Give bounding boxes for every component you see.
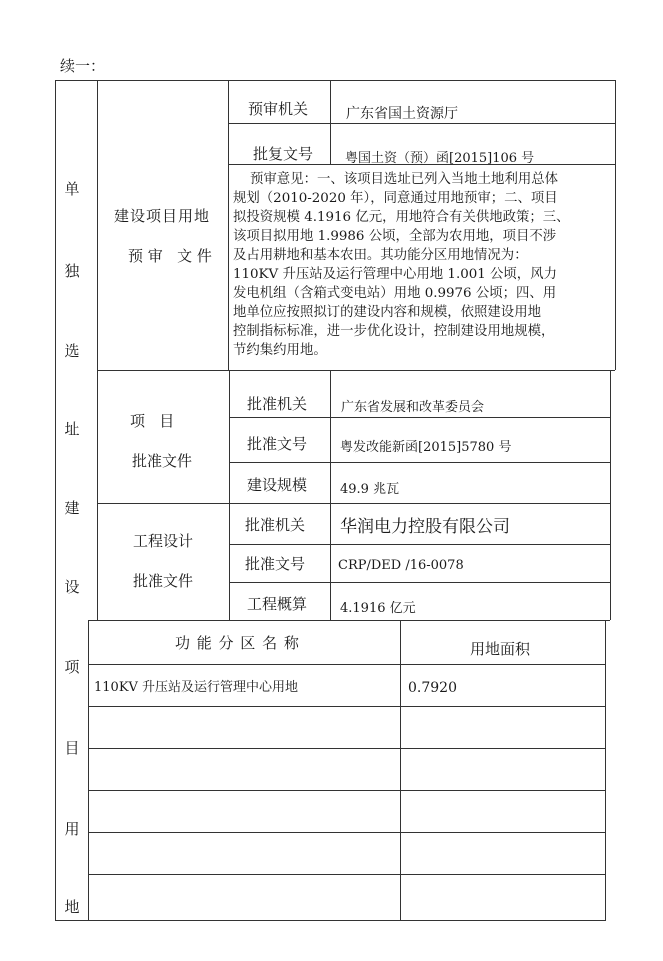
design-section-label: 批准文件 xyxy=(133,572,194,590)
zone-table-left xyxy=(88,620,89,921)
zone-area-header: 用地面积 xyxy=(470,640,531,658)
table-right-border-upper xyxy=(615,80,616,370)
preapproval-opinion-left xyxy=(228,164,229,370)
vertical-title-char: 址 xyxy=(64,420,80,438)
zone-row-divider xyxy=(88,790,605,791)
preapproval-authority-value: 广东省国土资源厅 xyxy=(346,106,458,122)
zone-table-top xyxy=(88,620,610,621)
preapproval-doc-no-value: 粤国土资（预）函[2015]106 号 xyxy=(345,151,535,166)
vertical-title-char: 选 xyxy=(64,342,80,360)
project-row-divider-1 xyxy=(229,417,610,418)
design-doc-no-label: 批准文号 xyxy=(245,555,306,573)
vertical-title-char: 目 xyxy=(64,739,80,757)
zone-name-cell: 110KV 升压站及运行管理中心用地 xyxy=(94,680,299,695)
opinion-line: 预审意见：一、该项目选址已列入当地土地利用总体 xyxy=(233,172,559,187)
opinion-line: 规划（2010-2020 年），同意通过用地预审；二、项目 xyxy=(233,191,558,206)
vertical-title-char: 单 xyxy=(64,180,80,198)
table-right-border-lower xyxy=(605,620,606,921)
zone-name-header: 功 能 分 区 名 称 xyxy=(175,634,300,652)
vertical-title-char: 地 xyxy=(64,898,80,916)
preapproval-section-label: 建设项目用地 xyxy=(114,207,211,225)
preapproval-authority-label: 预审机关 xyxy=(248,100,309,118)
design-section-label: 工程设计 xyxy=(133,532,194,550)
project-doc-no-value: 粤发改能新函[2015]5780 号 xyxy=(340,440,512,455)
preapproval-section-label: 预 审 文 件 xyxy=(128,247,212,265)
project-row-divider-2 xyxy=(229,462,610,463)
design-row-divider-2 xyxy=(229,582,610,583)
design-budget-value: 4.1916 亿元 xyxy=(340,601,416,616)
project-section-label: 项 目 xyxy=(130,412,175,430)
vertical-title-char: 项 xyxy=(64,658,80,676)
design-authority-value: 华润电力控股有限公司 xyxy=(340,517,510,537)
opinion-line: 拟投资规模 4.1916 亿元，用地符合有关供地政策；三、 xyxy=(233,210,570,225)
table-bottom-border xyxy=(55,920,606,921)
project-scale-label: 建设规模 xyxy=(247,476,308,494)
design-budget-label: 工程概算 xyxy=(247,595,308,613)
opinion-line: 发电机组（含箱式变电站）用地 0.9976 公顷；四、用 xyxy=(233,286,557,301)
zone-header-bottom xyxy=(88,664,605,665)
opinion-line: 节约集约用地。 xyxy=(233,343,327,358)
project-section-top xyxy=(97,370,615,371)
table-right-border-mid xyxy=(610,370,611,620)
preapproval-doc-no-label: 批复文号 xyxy=(253,145,314,163)
vertical-title-char: 建 xyxy=(64,499,80,517)
opinion-line: 110KV 升压站及运行管理中心用地 1.001 公顷，风力 xyxy=(233,267,557,282)
opinion-line: 及占用耕地和基本农田。其功能分区用地情况为： xyxy=(233,248,528,263)
design-section-top xyxy=(97,503,610,504)
vertical-title-char: 用 xyxy=(64,820,80,838)
preapproval-row-divider xyxy=(228,123,615,124)
vertical-title-char: 独 xyxy=(64,262,80,280)
opinion-line: 地单位应按照拟订的建设内容和规模，依照建设用地 xyxy=(233,305,541,320)
zone-column-divider xyxy=(400,620,401,921)
project-authority-value: 广东省发展和改革委员会 xyxy=(341,400,485,415)
design-authority-label: 批准机关 xyxy=(245,516,306,534)
design-doc-no-value: CRP/DED /16-0078 xyxy=(338,558,464,573)
opinion-line: 控制指标标准，进一步优化设计，控制建设用地规模， xyxy=(233,324,555,339)
zone-row-divider xyxy=(88,874,605,875)
table-left-border xyxy=(55,80,56,921)
zone-area-cell: 0.7920 xyxy=(408,680,457,696)
title-column-divider xyxy=(97,80,98,620)
project-scale-value: 49.9 兆瓦 xyxy=(340,482,400,497)
opinion-line: 该项目拟用地 1.9986 公顷，全部为农用地，项目不涉 xyxy=(233,229,557,244)
zone-row-divider xyxy=(88,748,605,749)
zone-row-divider xyxy=(88,832,605,833)
continuation-label: 续一： xyxy=(60,57,106,75)
zone-row-divider xyxy=(88,706,605,707)
design-row-divider-1 xyxy=(229,544,610,545)
table-top-border xyxy=(55,80,616,81)
project-doc-no-label: 批准文号 xyxy=(247,435,308,453)
project-authority-label: 批准机关 xyxy=(247,395,308,413)
vertical-title-char: 设 xyxy=(64,578,80,596)
project-section-label: 批准文件 xyxy=(132,452,193,470)
